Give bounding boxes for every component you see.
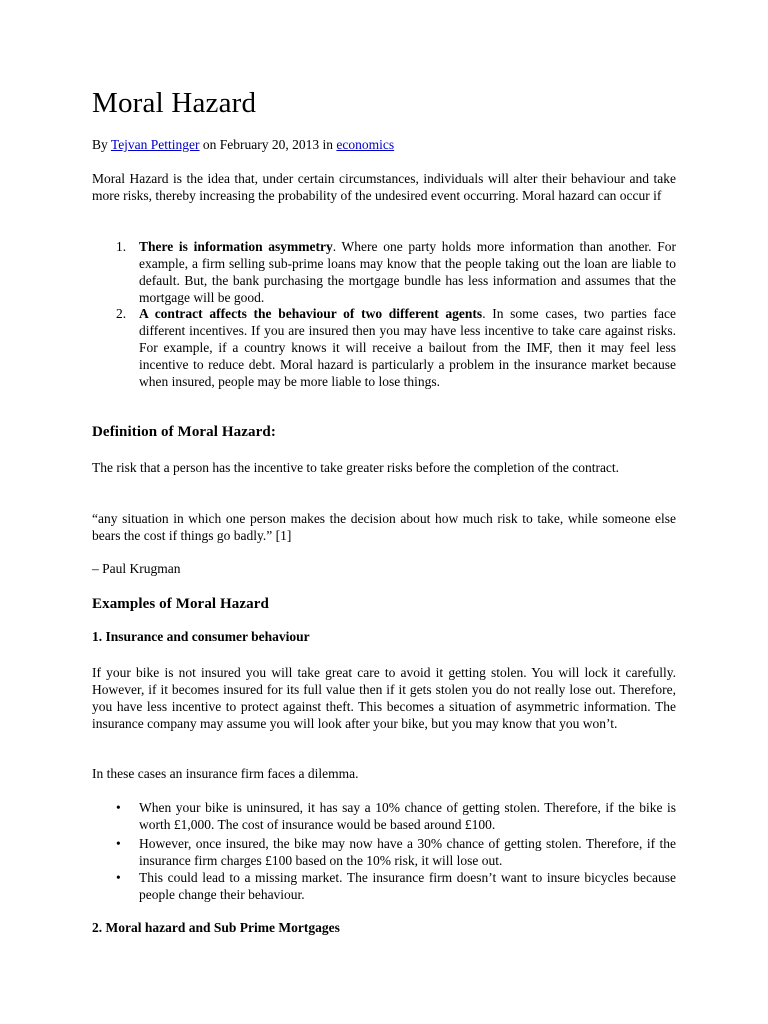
insurance-paragraph: If your bike is not insured you will take great care to avoid it getting stolen. You will lock it carefully. However, if it becomes insured for its full value then if it gets stolen you do not really lose out. Therefore, you have less incentive to protect against theft. This becomes a situation of asymmetric information. The insurance company may assume you will look after your bike, but you may know that you won’t.: [92, 665, 676, 731]
byline-date: on February 20, 2013 in: [199, 137, 337, 152]
subheading-subprime: 2. Moral hazard and Sub Prime Mortgages: [92, 920, 340, 935]
definition-heading: Definition of Moral Hazard:: [92, 424, 276, 440]
bullet-icon: •: [116, 800, 121, 815]
quote-paragraph: “any situation in which one person makes the decision about how much risk to take, while someone else bears the cost if things go badly.” [1]: [92, 511, 676, 543]
definition-paragraph: The risk that a person has the incentive to take greater risks before the completion of the contract.: [92, 460, 620, 475]
bullet-text: This could lead to a missing market. The insurance firm doesn’t want to insure bicycles because people change their behaviour.: [139, 870, 676, 902]
list-item-bold: There is information asymmetry: [139, 239, 333, 254]
bullet-text: When your bike is uninsured, it has say a 10% chance of getting stolen. Therefore, if the bike is worth £1,000. The cost of insurance would be based around £100.: [139, 800, 676, 832]
byline: [92, 137, 394, 153]
list-item: [116, 238, 676, 306]
subheading-insurance: 1. Insurance and consumer behaviour: [92, 629, 310, 644]
dilemma-paragraph: In these cases an insurance firm faces a dilemma.: [92, 766, 359, 781]
bullet-item: [116, 799, 676, 833]
bullet-icon: •: [116, 836, 121, 851]
list-number: 1.: [116, 239, 127, 254]
page-title: Moral Hazard: [92, 87, 257, 119]
list-item-bold: A contract affects the behaviour of two different agents: [139, 306, 483, 321]
list-item-text: [139, 238, 676, 306]
list-item: [116, 305, 676, 390]
quote-attribution: – Paul Krugman: [92, 561, 181, 576]
bullet-item: [116, 869, 676, 903]
list-number: 2.: [116, 306, 127, 321]
examples-heading: Examples of Moral Hazard: [92, 596, 269, 612]
list-item-body: . Where one party holds more information than another. For example, a firm selling sub-prime loans may know that the people taking out the loan are liable to default. But, the bank purchasing the mortgage bundle has less information and assumes that the mortgage will be good.: [139, 239, 676, 305]
byline-prefix: By: [92, 137, 111, 152]
bullet-item: [116, 835, 676, 869]
list-item-body: . In some cases, two parties face different incentives. If you are insured then you may have less incentive to take care against risks. For example, if a country knows it will receive a bailout from the IMF, then it may feel less incentive to reduce debt. Moral hazard is particularly a problem in the insurance market because when insured, people may be more liable to lose things.: [139, 306, 676, 389]
bullet-text: However, once insured, the bike may now have a 30% chance of getting stolen. Therefore, if the insurance firm charges £100 based on the 10% risk, it will lose out.: [139, 836, 676, 868]
bullet-icon: •: [116, 870, 121, 885]
author-link[interactable]: Tejvan Pettinger: [110, 137, 200, 152]
list-item-text: [139, 305, 676, 390]
category-link[interactable]: economics: [336, 137, 395, 152]
intro-paragraph: Moral Hazard is the idea that, under certain circumstances, individuals will alter their behaviour and take more risks, thereby increasing the probability of the undesired event occurring. Moral hazard can occur if: [92, 171, 676, 203]
